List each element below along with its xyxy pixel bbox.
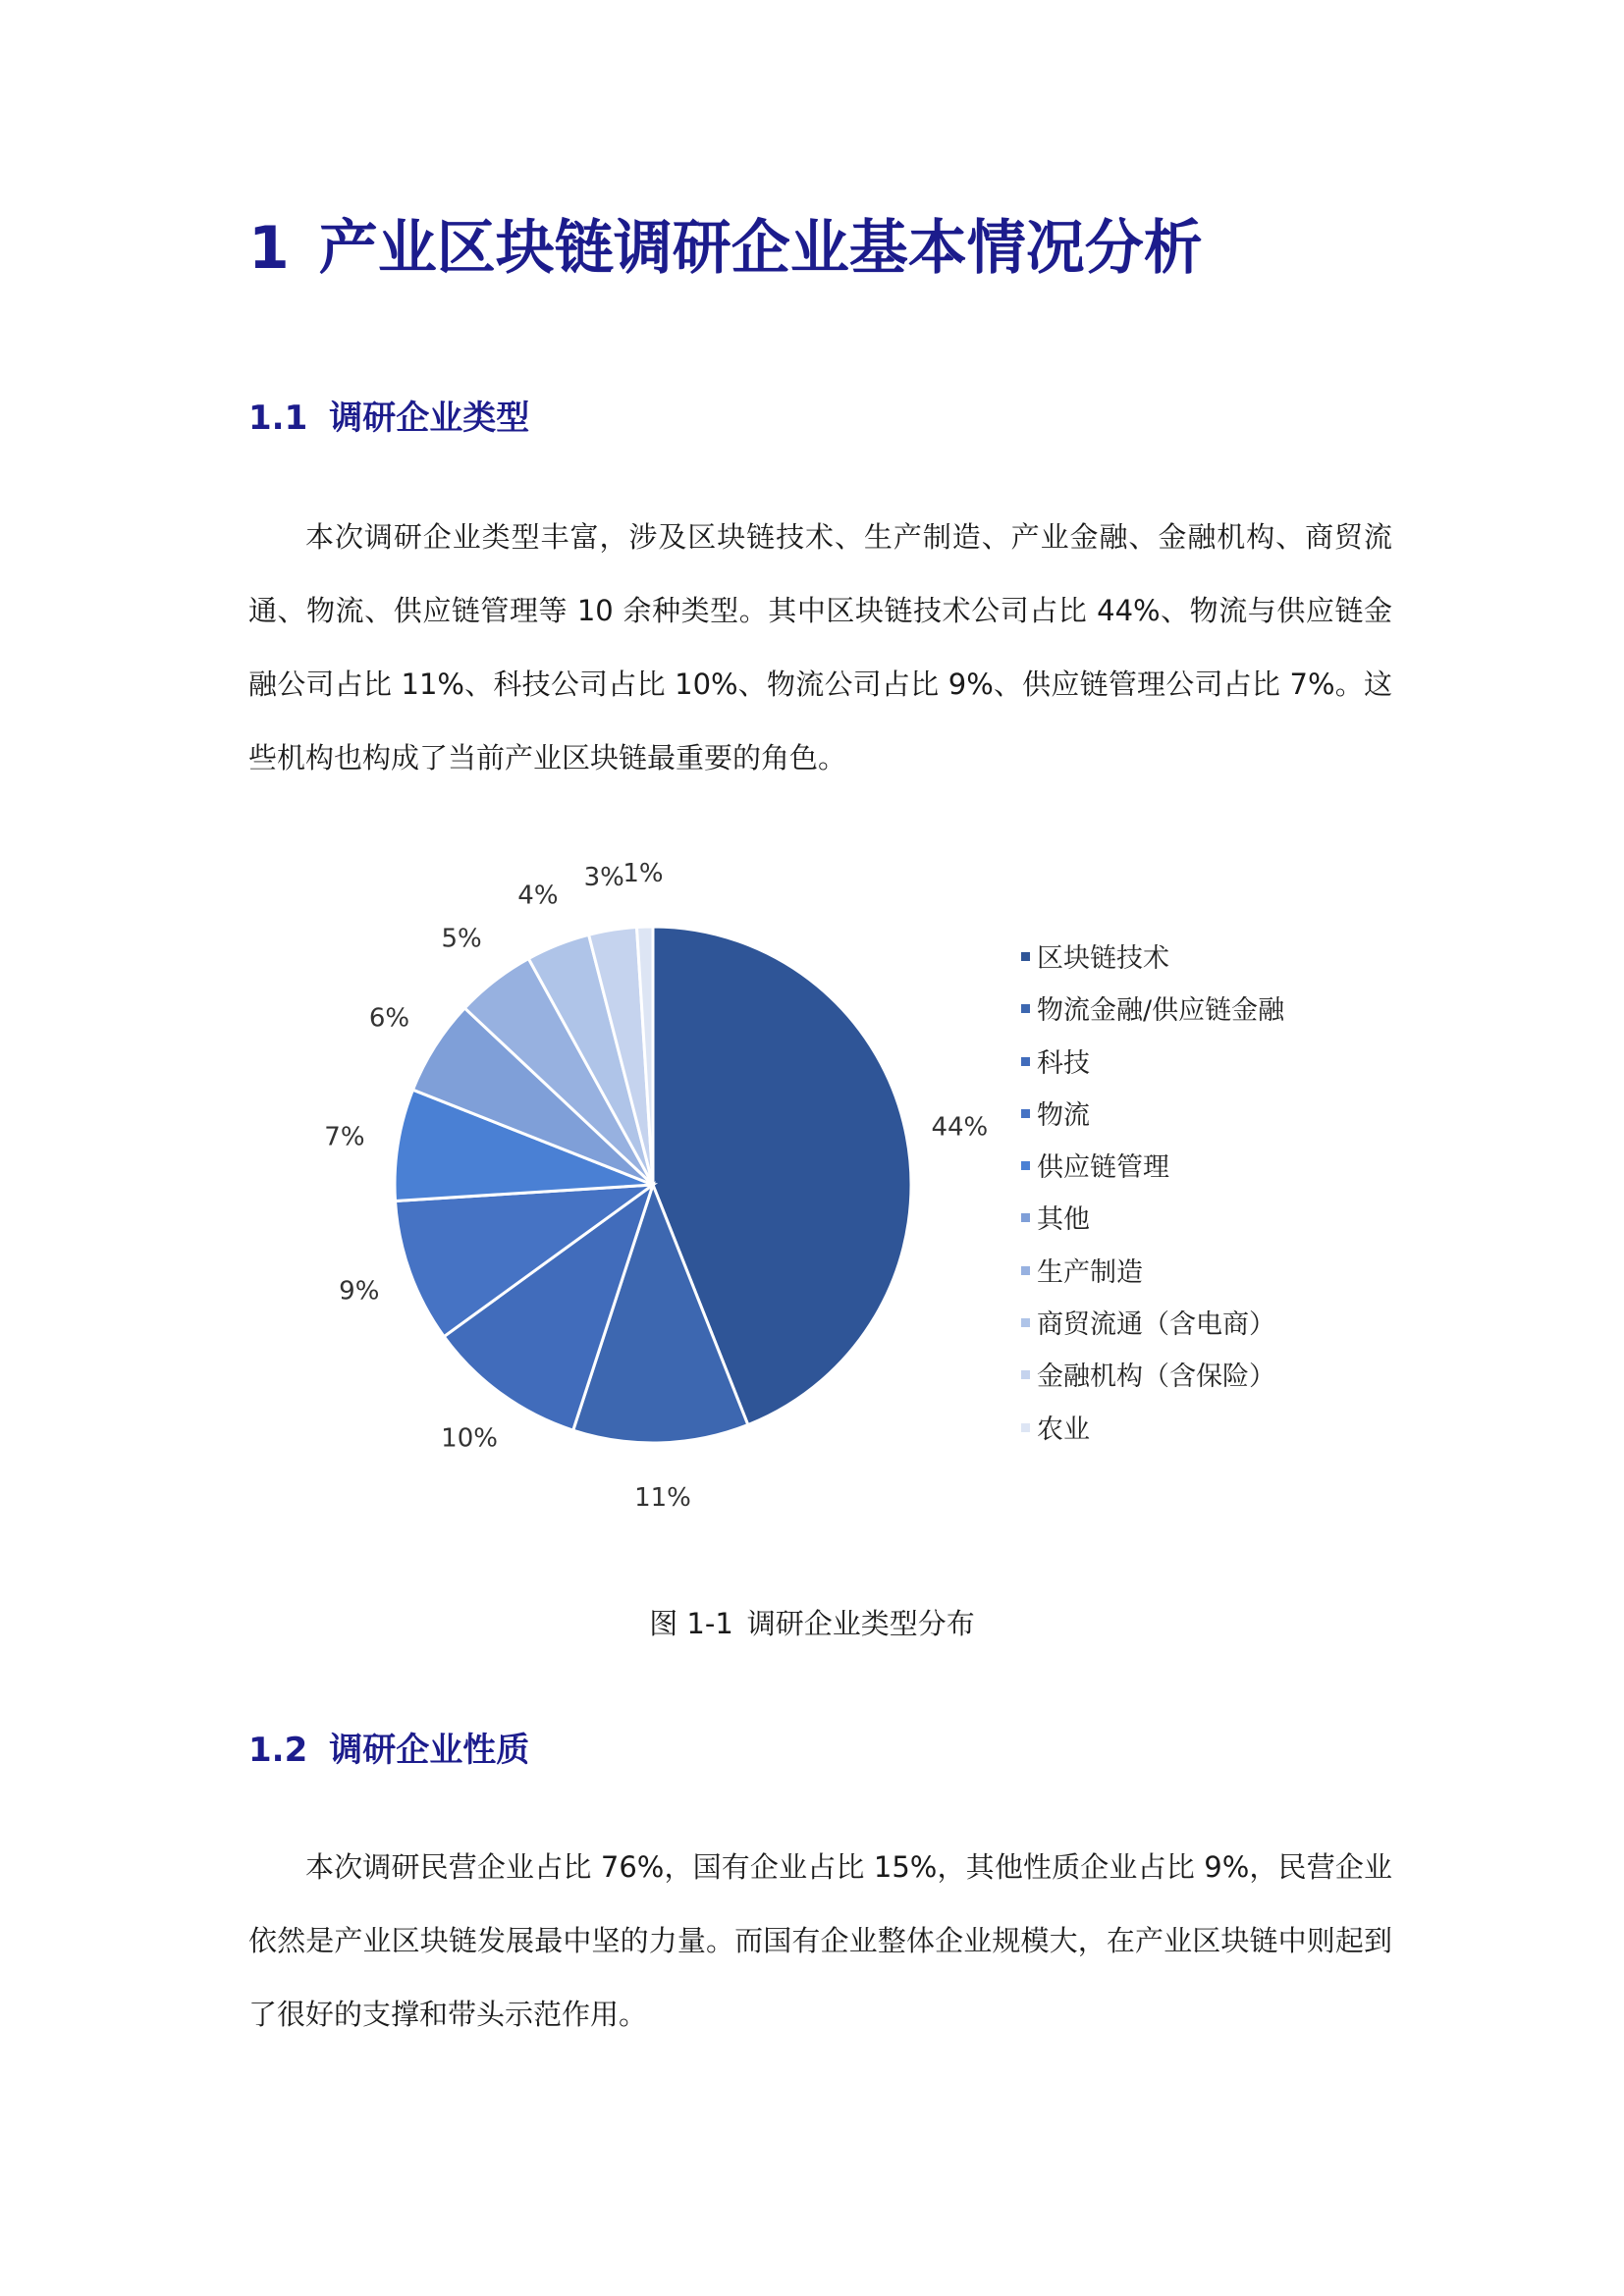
figure-number: 图 1-1: [649, 1607, 733, 1640]
legend-label: 其他: [1037, 1204, 1090, 1236]
section-1-heading: [248, 201, 1203, 286]
pie-value-label-9: 3%: [583, 862, 624, 892]
legend-item-10: [1021, 1404, 1284, 1456]
legend-item-1: [1021, 933, 1284, 985]
legend-label: 物流金融/供应链金融: [1037, 995, 1285, 1027]
legend-item-9: [1021, 1351, 1284, 1403]
section-1-1-heading: [248, 391, 529, 439]
pie-value-label-3: 10%: [441, 1423, 498, 1454]
chart-legend: [1021, 933, 1284, 1456]
legend-swatch: [1021, 1318, 1030, 1327]
legend-item-5: [1021, 1142, 1284, 1194]
section-1-1-paragraph: 本次调研企业类型丰富，涉及区块链技术、生产制造、产业金融、金融机构、商贸流通、物流、供应链管理等 10 余种类型。其中区块链技术公司占比 44%、物流与供应链金融公司占比 11%、科技公司占比 10%、物流公司占比 9%、供应链管理公司占比 7%。这些机构也构成了当前产业区块链最重要的角色。: [248, 520, 1392, 774]
legend-item-2: [1021, 985, 1284, 1037]
legend-label: 区块链技术: [1037, 943, 1169, 974]
legend-item-8: [1021, 1299, 1284, 1351]
legend-item-7: [1021, 1247, 1284, 1299]
section-1-2-number: 1.2: [248, 1731, 308, 1770]
section-1-2-body: [248, 1831, 1392, 2052]
legend-swatch: [1021, 1057, 1030, 1066]
pie-value-label-1: 44%: [931, 1112, 989, 1143]
pie-slices: [395, 924, 911, 1443]
pie-value-label-4: 9%: [339, 1276, 380, 1307]
legend-swatch: [1021, 1213, 1030, 1222]
legend-swatch: [1021, 1423, 1030, 1432]
legend-label: 商贸流通（含电商）: [1037, 1309, 1275, 1341]
legend-swatch: [1021, 1109, 1030, 1118]
legend-swatch: [1021, 1370, 1030, 1379]
section-1-number: 1: [248, 214, 290, 283]
legend-item-3: [1021, 1038, 1284, 1090]
figure-caption: [0, 1602, 1624, 1642]
legend-swatch: [1021, 1161, 1030, 1170]
section-1-2-paragraph: 本次调研民营企业占比 76%，国有企业占比 15%，其他性质企业占比 9%，民营企业依然是产业区块链发展最中坚的力量。而国有企业整体企业规模大，在产业区块链中则起到了很好的支撑和带头示范作用。: [248, 1850, 1392, 2031]
pie-value-label-2: 11%: [634, 1482, 691, 1513]
section-1-2-title: 调研企业性质: [329, 1731, 530, 1770]
legend-item-6: [1021, 1194, 1284, 1246]
section-1-2-heading: [248, 1723, 529, 1771]
legend-swatch: [1021, 1004, 1030, 1013]
pie-value-label-5: 7%: [324, 1122, 365, 1152]
pie-value-label-7: 5%: [441, 924, 482, 954]
legend-label: 供应链管理: [1037, 1152, 1169, 1184]
legend-swatch: [1021, 1266, 1030, 1275]
legend-item-4: [1021, 1090, 1284, 1142]
pie-value-label-8: 4%: [517, 881, 559, 911]
section-1-1-title: 调研企业类型: [329, 399, 530, 438]
legend-label: 科技: [1037, 1047, 1090, 1079]
legend-label: 金融机构（含保险）: [1037, 1362, 1275, 1393]
section-1-1-body: [248, 501, 1392, 795]
legend-swatch: [1021, 952, 1030, 961]
pie-chart: [0, 854, 1624, 1541]
section-1-1-number: 1.1: [248, 399, 308, 438]
figure-caption-text: 调研企业类型分布: [746, 1607, 975, 1640]
legend-label: 生产制造: [1037, 1256, 1143, 1288]
legend-label: 物流: [1037, 1099, 1090, 1131]
pie-value-label-6: 6%: [368, 1003, 410, 1034]
pie-value-label-10: 1%: [623, 859, 664, 889]
legend-label: 农业: [1037, 1414, 1090, 1445]
section-1-title: 产业区块链调研企业基本情况分析: [318, 214, 1203, 283]
